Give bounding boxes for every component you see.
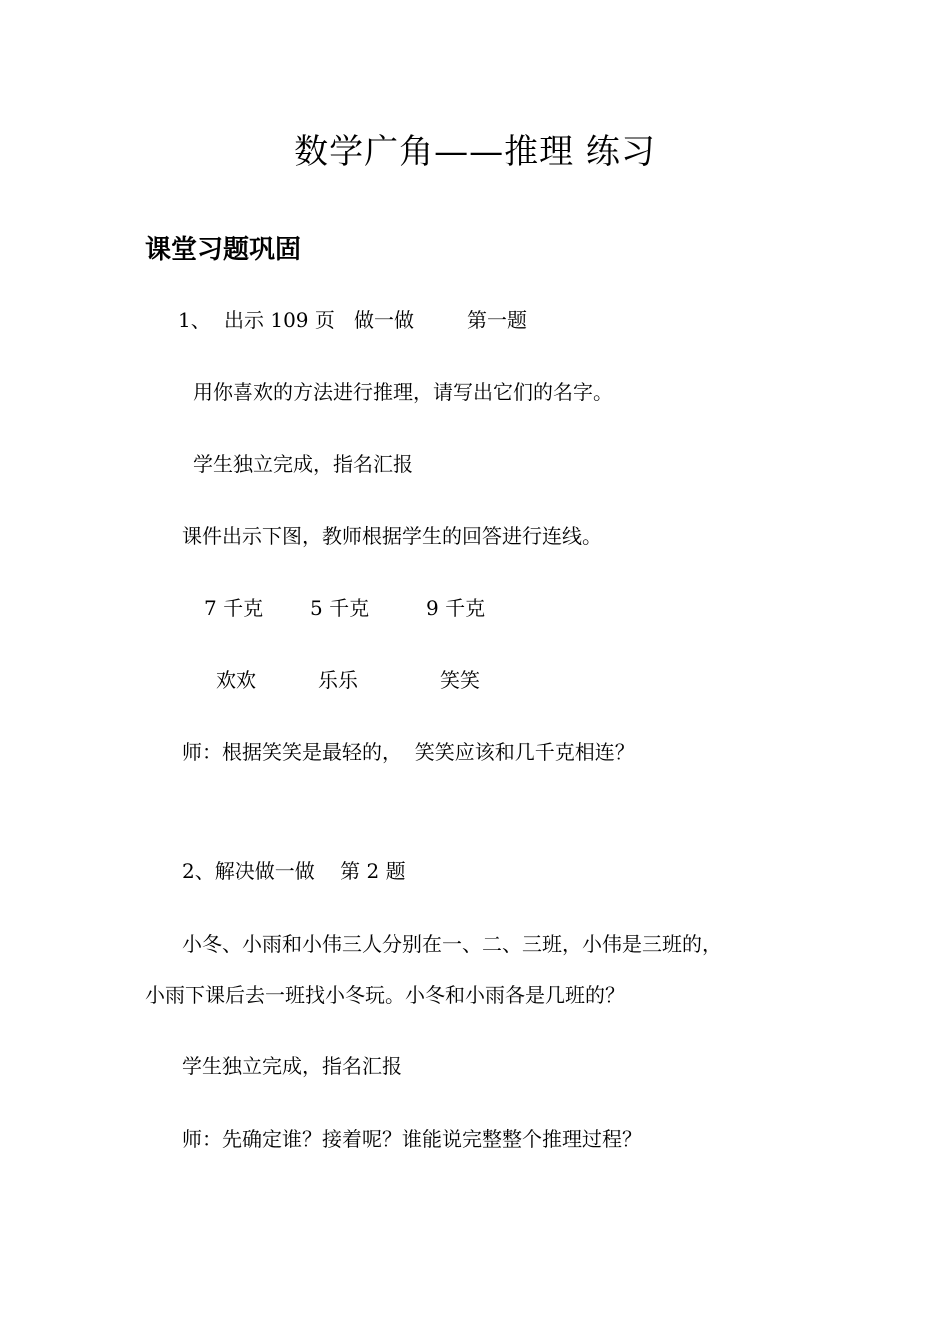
q1-activity: 做一做: [354, 308, 414, 332]
q2-problem-line-1: 小冬、小雨和小伟三人分别在一、二、三班，小伟是三班的，: [182, 932, 722, 956]
q1-page-ref: 出示 109 页: [224, 308, 335, 332]
q1-instruction: 用你喜欢的方法进行推理，请写出它们的名字。: [193, 380, 613, 404]
name-item: 乐乐: [318, 668, 358, 692]
q2-student-task: 学生独立完成，指名汇报: [182, 1054, 402, 1078]
q1-teacher-question: 师：根据笑笑是最轻的， 笑笑应该和几千克相连？: [182, 740, 635, 764]
q2-problem-line-2: 小雨下课后去一班找小冬玩。小冬和小雨各是几班的？: [145, 983, 625, 1007]
weights-row: [0, 594, 950, 622]
weight-item: 9 千克: [426, 596, 486, 620]
q1-item: 第一题: [467, 308, 527, 332]
page-title: 数学广角——推理 练习: [294, 132, 656, 172]
name-item: 笑笑: [440, 668, 480, 692]
name-item: 欢欢: [216, 668, 256, 692]
q1-number: 1、: [178, 308, 211, 332]
q2-heading: 2、解决做一做 第 2 题: [182, 859, 406, 883]
weight-item: 7 千克: [204, 596, 264, 620]
q1-student-task: 学生独立完成，指名汇报: [193, 452, 413, 476]
names-row: [0, 666, 950, 694]
section-heading: 课堂习题巩固: [145, 235, 302, 265]
q1-courseware: 课件出示下图，教师根据学生的回答进行连线。: [182, 524, 602, 548]
weight-item: 5 千克: [310, 596, 370, 620]
q1-heading: [0, 306, 950, 334]
q2-teacher-question: 师：先确定谁？接着呢？谁能说完整整个推理过程？: [182, 1127, 642, 1151]
